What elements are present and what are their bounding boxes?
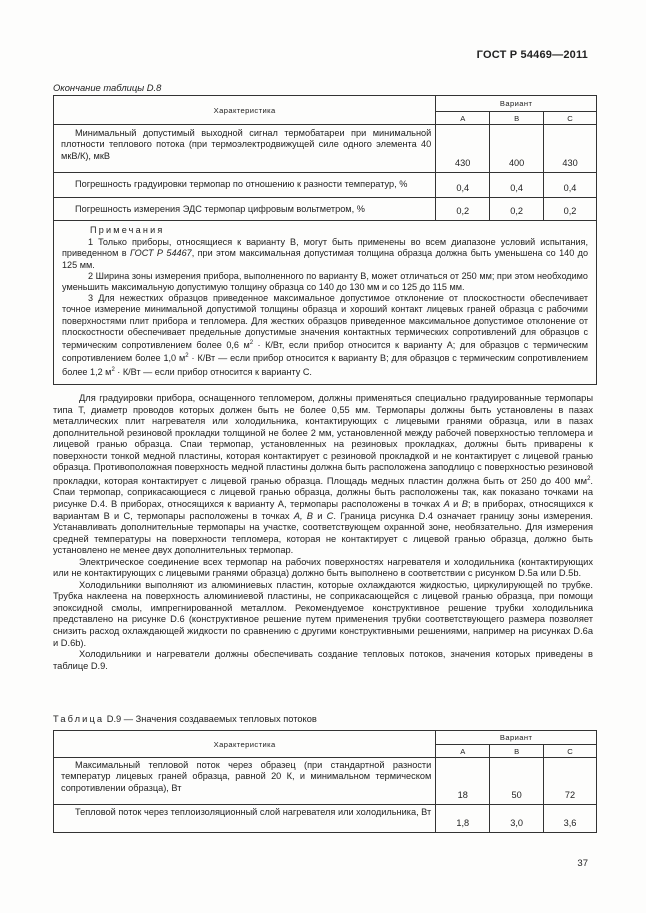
variant-b-header: B bbox=[490, 745, 544, 758]
column-header-characteristic: Характеристика bbox=[54, 96, 436, 125]
row-characteristic: Погрешность измерения ЭДС термопар цифровым вольтметром, % bbox=[75, 204, 365, 214]
variant-a-header: A bbox=[436, 745, 490, 758]
value-b: 400 bbox=[490, 125, 544, 173]
table-row bbox=[54, 805, 597, 833]
value-a: 18 bbox=[436, 758, 490, 805]
note-2: 2 Ширина зоны измерения прибора, выполненного по варианту B, может отличаться от 250 мм; при этом необходимо уменьшить максимальную допустимую толщину образца со 140 до 130 мм и со 125 до 115 мм. bbox=[62, 270, 588, 293]
row-characteristic: Погрешность градуировки термопар по отношению к разности температур, % bbox=[75, 179, 408, 189]
variant-c-header: C bbox=[544, 112, 597, 125]
table-row bbox=[54, 198, 597, 221]
value-c: 3,6 bbox=[544, 805, 597, 833]
value-b: 3,0 bbox=[490, 805, 544, 833]
variant-c-header: C bbox=[544, 745, 597, 758]
note-3: 3 Для нежестких образцов приведенное максимальное допустимое отклонение от плоскостности обеспечивает точное измерение минимальной допустимой толщины образца и хороший контакт лицевых граней образца с рабочими поверхностями плит прибора и тепломера. Для жестких образцов приведенное максимальное допустимое отклонение от плоскостности обеспечивает предельные допустимые значения контактных термических сопротивлений для образцов с термическим сопротивлением более 0,6 $м^2 \cdot К/Вт$, если прибор относится к варианту A; для образцов с термическим сопротивлением более 1,0 $м^2 \cdot К/Вт$ — если прибор относится к варианту B; для образцов с термическим сопротивлением более 1,2 $м^2 \cdot К/Вт$ — если прибор относится к варианту C. bbox=[62, 293, 588, 377]
value-a: 1,8 bbox=[436, 805, 490, 833]
table-d8 bbox=[53, 95, 597, 385]
value-c: 0,4 bbox=[544, 173, 597, 198]
row-characteristic: Максимальный тепловой поток через образец (при стандартной разности температур лицевых граней образца, равной 20 К, и минимальном термическом сопротивлении образца), Вт bbox=[61, 760, 432, 793]
value-a: 0,2 bbox=[436, 198, 490, 221]
paragraph: Холодильники и нагреватели должны обеспечивать создание тепловых потоков, значения которых приведены в таблице D.9. bbox=[53, 649, 593, 671]
column-header-variant: Вариант bbox=[436, 731, 597, 745]
value-c: 72 bbox=[544, 758, 597, 805]
variant-b-header: B bbox=[490, 112, 544, 125]
note-1: 1 Только приборы, относящиеся к варианту B, могут быть применены во всем диапазоне условий испытания, приведенном в ГОСТ Р 54467, при этом максимальная допустимая толщина образца должна быть уменьшена со 140 до 125 мм. bbox=[62, 237, 589, 270]
table-caption: Таблица D.9 — Значения создаваемых тепловых потоков bbox=[53, 714, 317, 724]
value-a: 0,4 bbox=[436, 173, 490, 198]
column-header-variant: Вариант bbox=[436, 96, 597, 112]
table-caption: Окончание таблицы D.8 bbox=[53, 82, 162, 93]
table-notes bbox=[54, 221, 597, 385]
value-c: 0,2 bbox=[544, 198, 597, 221]
table-d9 bbox=[53, 730, 597, 833]
table-row bbox=[54, 125, 597, 173]
table-row bbox=[54, 758, 597, 805]
table-row bbox=[54, 173, 597, 198]
variant-a-header: A bbox=[436, 112, 490, 125]
column-header-characteristic: Характеристика bbox=[54, 731, 436, 758]
value-b: 0,4 bbox=[490, 173, 544, 198]
page-number: 37 bbox=[577, 858, 588, 869]
value-b: 50 bbox=[490, 758, 544, 805]
paragraph: Холодильники выполняют из алюминиевых пластин, которые охлаждаются жидкостью, циркулирующей по трубке. Трубка наклеена на поверхность алюминиевой пластины, не соприкасающейся с лицевой гранью образца, при помощи эпоксидной смолы, импрегнированной металлом. Рекомендуемое конструктивное решение трубки холодильника представлено на рисунке D.6 (конструктивное решение путем применения трубки соответствующего размера позволяет снизить расход охлаждающей жидкости по сравнению с другими конструктивными решениями, например на рисунках D.6a и D.6b). bbox=[53, 579, 593, 648]
standard-reference: ГОСТ Р 54467 bbox=[130, 248, 192, 259]
row-characteristic: Минимальный допустимый выходной сигнал термобатареи при минимальной плотности теплового потока (при термоэлектродвижущей силе одного элемента 40 мкВ/К), мкВ bbox=[61, 128, 432, 161]
paragraph: Электрическое соединение всех термопар на рабочих поверхностях нагревателя и холодильника (контактирующих или не контактирующих с лицевыми гранями образца) должно быть выполнено в соответствии с рисунком D.5a или D.5b. bbox=[53, 556, 593, 579]
document-header: ГОСТ Р 54469—2011 bbox=[476, 49, 588, 61]
notes-title: Примечания bbox=[90, 225, 165, 235]
value-a: 430 bbox=[436, 125, 490, 173]
value-b: 0,2 bbox=[490, 198, 544, 221]
row-characteristic: Тепловой поток через теплоизоляционный слой нагревателя или холодильника, Вт bbox=[75, 807, 432, 817]
body-text bbox=[53, 393, 593, 672]
paragraph: Для градуировки прибора, оснащенного тепломером, должны применяться специально градуированные термопары типа T, диаметр проводов которых должен быть не более 0,55 мм. Термопары должны быть установлены в пазах металлических плит нагревателя или холодильника, контактирующих с лицевыми гранями образца, или в пазах дополнительной резиновой прокладки толщиной не более 2 мм, установленной между рабочей поверхностью тепломера и лицевой гранью образца. Спаи термопар, установленных на резиновых прокладках, должны быть приварены к поверхности тонкой медной пластины, которая контактирует с резиновой прокладкой и не контактирует с лицевой гранью образца. Противоположная поверхность медной пластины должна быть расположена заподлицо с поверхностью резиновой прокладки, которая контактирует с лицевой гранью образца. Площадь медных пластин должна быть от 250 до 400 $мм^2$. Спаи термопар, соприкасающиеся с лицевой гранью образца, должны быть расположены так, как показано точками на рисунке D.4. В приборах, относящихся к варианту A, термопары расположены в точках A и B; в приборах, относящихся к вариантам B и C, термопары расположены в точках A, B и C. Граница рисунка D.4 означает границу зоны измерения. Устанавливать дополнительные термопары на участке, соответствующем охранной зоне, необязательно. Для измерения средней температуры на поверхности тепломера, которая не контактирует с лицевой гранью образца, должно быть установлено не менее двух дополнительных термопар. bbox=[53, 393, 594, 556]
value-c: 430 bbox=[544, 125, 597, 173]
